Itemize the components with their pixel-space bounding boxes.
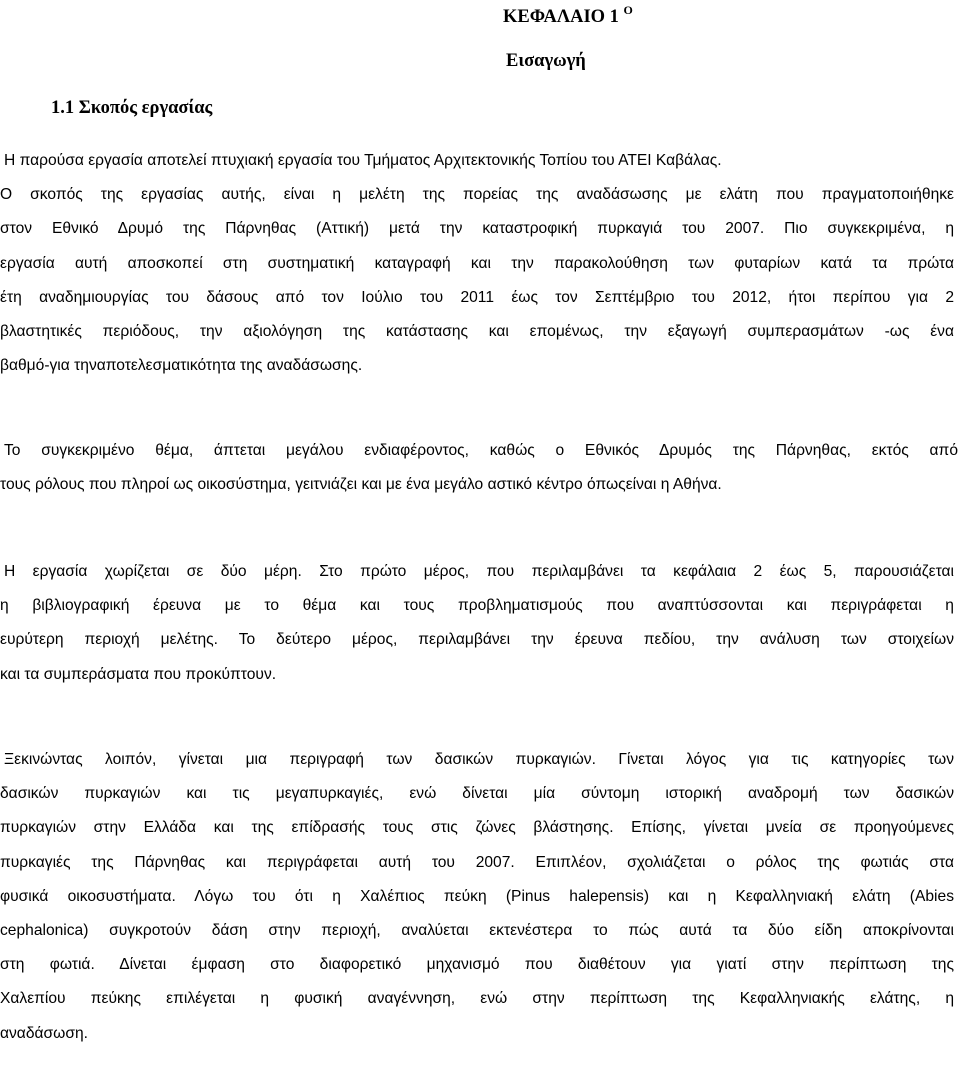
paragraph-line: πυρκαγιές της Πάρνηθας και περιγράφεται αυτή του 2007. Επιπλέον, σχολιάζεται ο ρόλος της φωτιάς στα: [0, 853, 954, 871]
paragraph-line: τους ρόλους που πληροί ως οικοσύστημα, γειτνιάζει και με ένα μεγάλο αστικό κέντρο όπωςείναι η Αθήνα.: [0, 476, 722, 494]
chapter-superscript: Ο: [623, 3, 633, 17]
section-heading: 1.1 Σκοπός εργασίας: [51, 98, 213, 118]
paragraph-line: βλαστητικές περιόδους, την αξιολόγηση της κατάστασης και επομένως, την εξαγωγή συμπερασμάτων -ως ένα: [0, 322, 954, 340]
paragraph-line: Η παρούσα εργασία αποτελεί πτυχιακή εργασία του Τμήματος Αρχιτεκτονικής Τοπίου του ΑΤΕΙ Καβάλας.: [4, 152, 722, 169]
paragraph-line: φυσικά οικοσυστήματα. Λόγω του ότι η Χαλέπιος πεύκη (Pinus halepensis) και η Κεφαλληνιακή ελάτη (Abies: [0, 887, 954, 905]
chapter-heading: [503, 3, 633, 28]
paragraph-line: Η εργασία χωρίζεται σε δύο μέρη. Στο πρώτο μέρος, που περιλαμβάνει τα κεφάλαια 2 έως 5, παρουσιάζεται: [4, 563, 954, 580]
paragraph-line: βαθμό-για τηναποτελεσματικότητα της αναδάσωσης.: [0, 357, 363, 375]
paragraph-line: έτη αναδημιουργίας του δάσους από τον Ιούλιο του 2011 έως τον Σεπτέμβριο του 2012, ήτοι περίπου για 2: [0, 288, 954, 306]
paragraph-line: πυρκαγιών στην Ελλάδα και της επίδρασής τους στις ζώνες βλάστησης. Επίσης, γίνεται μνεία σε προηγούμενες: [0, 819, 954, 837]
paragraph-line: cephalonica) συγκροτούν δάση στην περιοχή, αναλύεται εκτενέστερα το πώς αυτά τα δύο είδη αποκρίνονται: [0, 921, 954, 939]
paragraph-overview: [0, 743, 960, 1051]
chapter-subtitle: Εισαγωγή: [506, 51, 586, 71]
paragraph-line: εργασία αυτή αποσκοπεί στη συστηματική καταγραφή και την παρακολούθηση των φυταρίων κατά τα πρώτα: [0, 254, 954, 272]
paragraph-purpose: [0, 144, 960, 383]
paragraph-line: ευρύτερη περιοχή μελέτης. Το δεύτερο μέρος, περιλαμβάνει την έρευνα πεδίου, την ανάλυση των στοιχείων: [0, 631, 954, 649]
paragraph-line: Ο σκοπός της εργασίας αυτής, είναι η μελέτη της πορείας της αναδάσωσης με ελάτη που πραγματοποιήθηκε: [0, 186, 954, 204]
paragraph-line: στον Εθνικό Δρυμό της Πάρνηθας (Αττική) μετά την καταστροφική πυρκαγιά του 2007. Πιο συγκεκριμένα, η: [0, 220, 954, 238]
paragraph-line: και τα συμπεράσματα που προκύπτουν.: [0, 665, 277, 683]
paragraph-line: η βιβλιογραφική έρευνα με το θέμα και τους προβληματισμούς που αναπτύσσονται και περιγράφεται η: [0, 597, 954, 615]
paragraph-line: δασικών πυρκαγιών και τις μεγαπυρκαγιές, ενώ δίνεται μία σύντομη ιστορική αναδρομή των δασικών: [0, 785, 954, 803]
paragraph-subject: [0, 434, 960, 502]
chapter-title: ΚΕΦΑΛΑΙΟ 1: [503, 7, 619, 27]
paragraph-line: Χαλεπίου πεύκης επιλέγεται η φυσική αναγέννηση, ενώ στην περίπτωση της Κεφαλληνιακής ελάτης, η: [0, 990, 954, 1008]
paragraph-line: Το συγκεκριμένο θέμα, άπτεται μεγάλου ενδιαφέροντος, καθώς ο Εθνικός Δρυμός της Πάρνηθας, εκτός από: [4, 442, 958, 459]
paragraph-line: Ξεκινώντας λοιπόν, γίνεται μια περιγραφή των δασικών πυρκαγιών. Γίνεται λόγος για τις κατηγορίες των: [4, 751, 954, 768]
paragraph-structure: [0, 555, 960, 692]
paragraph-line: αναδάσωση.: [0, 1024, 88, 1042]
paragraph-line: στη φωτιά. Δίνεται έμφαση στο διαφορετικό μηχανισμό που διαθέτουν για γιατί στην περίπτωση της: [0, 956, 954, 974]
